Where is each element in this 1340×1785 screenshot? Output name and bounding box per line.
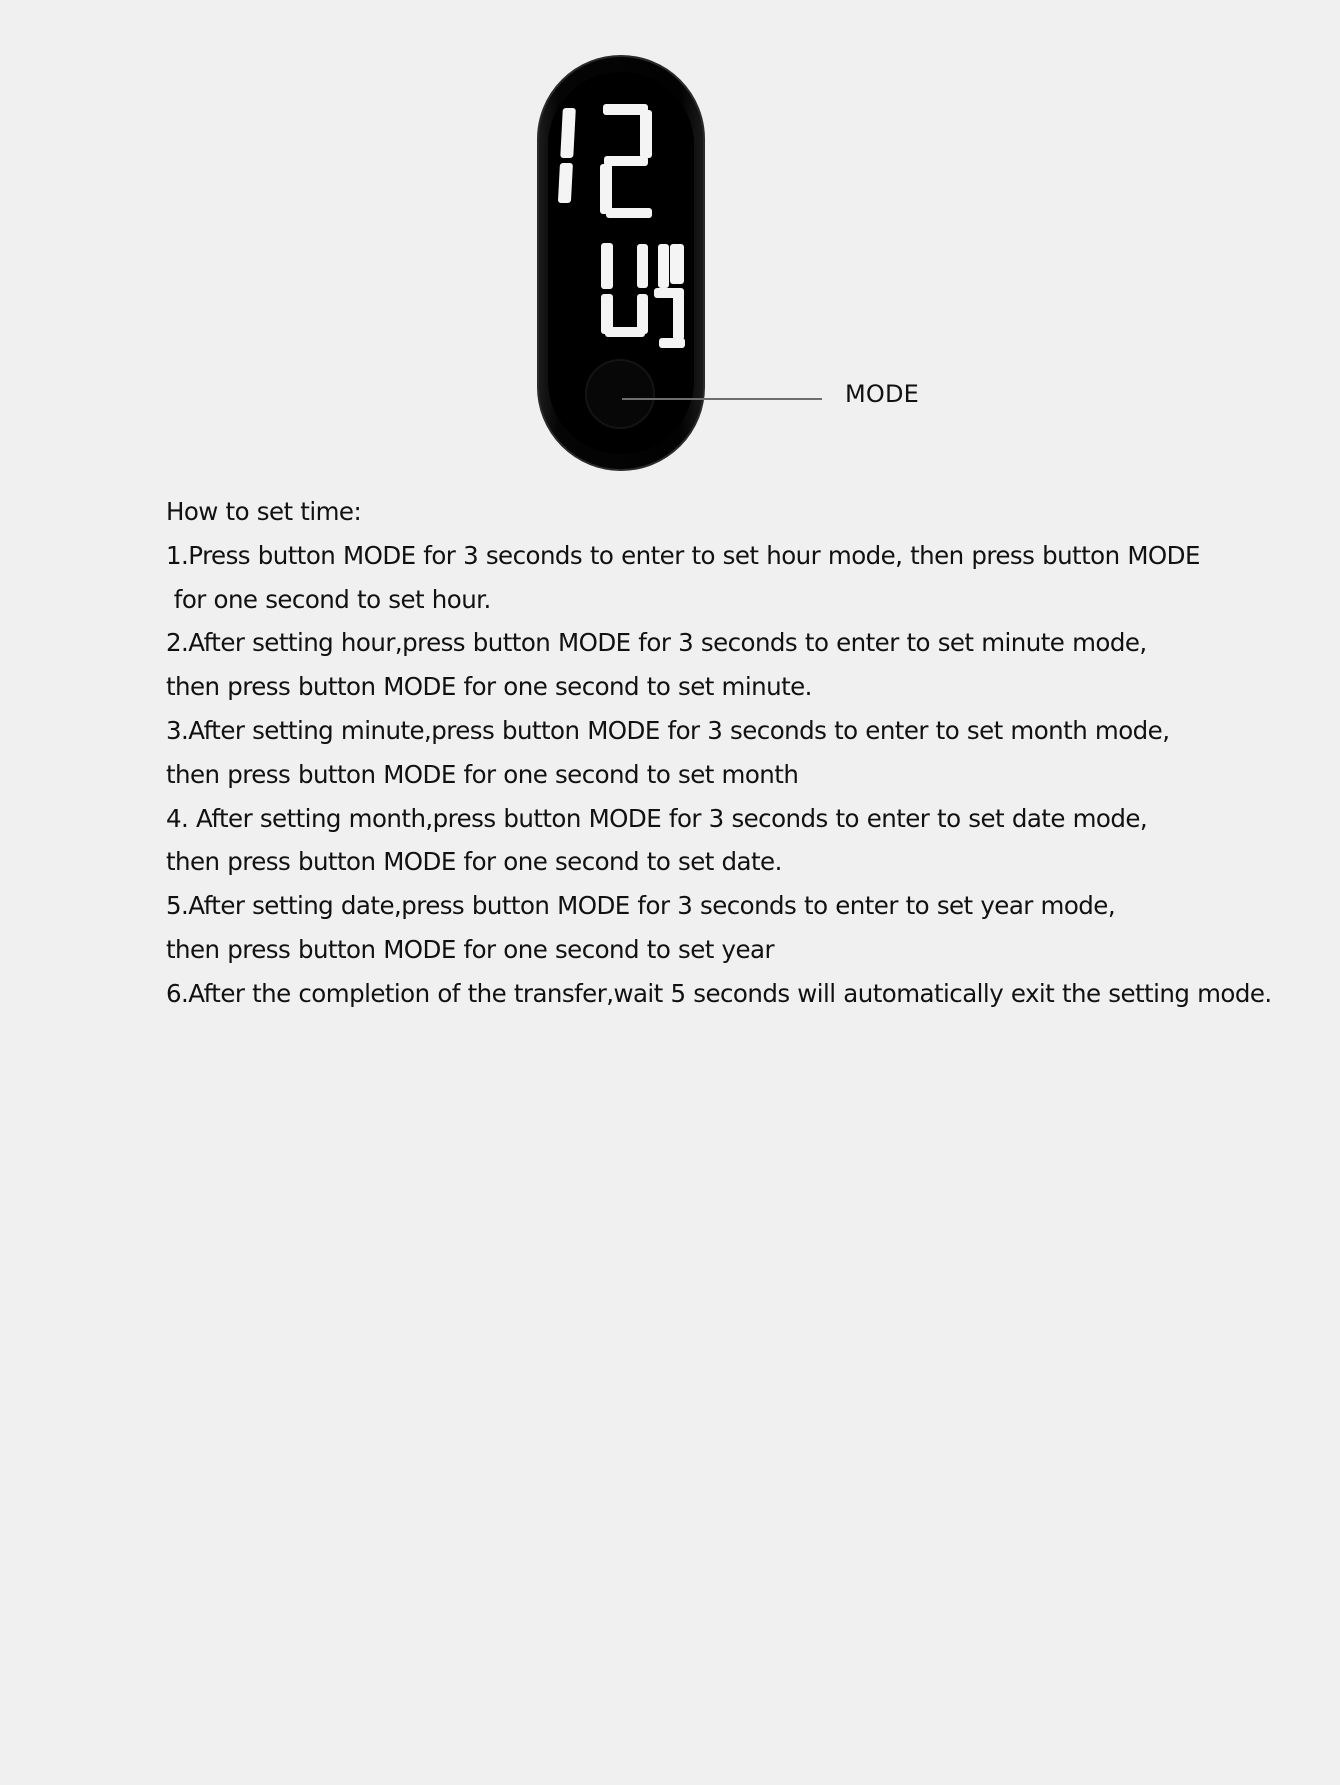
instruction-line: then press button MODE for one second to set minute. xyxy=(166,672,812,702)
instruction-line: then press button MODE for one second to set date. xyxy=(166,847,782,877)
instruction-line: then press button MODE for one second to set month xyxy=(166,759,799,789)
instructions-heading: How to set time: xyxy=(166,497,362,526)
instruction-line: 2.After setting hour,press button MODE for 3 seconds to enter to set minute mode, xyxy=(166,628,1147,658)
instruction-line: 3.After setting minute,press button MODE for 3 seconds to enter to set month mode, xyxy=(166,715,1170,745)
time-setting-instructions xyxy=(166,490,1326,1016)
instruction-line: 4. After setting month,press button MODE for 3 seconds to enter to set date mode, xyxy=(166,803,1148,833)
instruction-line: for one second to set hour. xyxy=(166,584,491,614)
instruction-line: 5.After setting date,press button MODE for 3 seconds to enter to set year mode, xyxy=(166,891,1116,921)
mode-button[interactable] xyxy=(586,360,654,428)
mode-callout-label: MODE xyxy=(845,380,920,408)
instruction-line: then press button MODE for one second to set year xyxy=(166,934,774,964)
watch-drawing xyxy=(520,48,940,478)
instruction-line: 1.Press button MODE for 3 seconds to enter to set hour mode, then press button MODE xyxy=(166,540,1200,570)
watch-illustration xyxy=(520,48,940,478)
instruction-line: 6.After the completion of the transfer,wait 5 seconds will automatically exit the setting mode. xyxy=(166,978,1272,1008)
